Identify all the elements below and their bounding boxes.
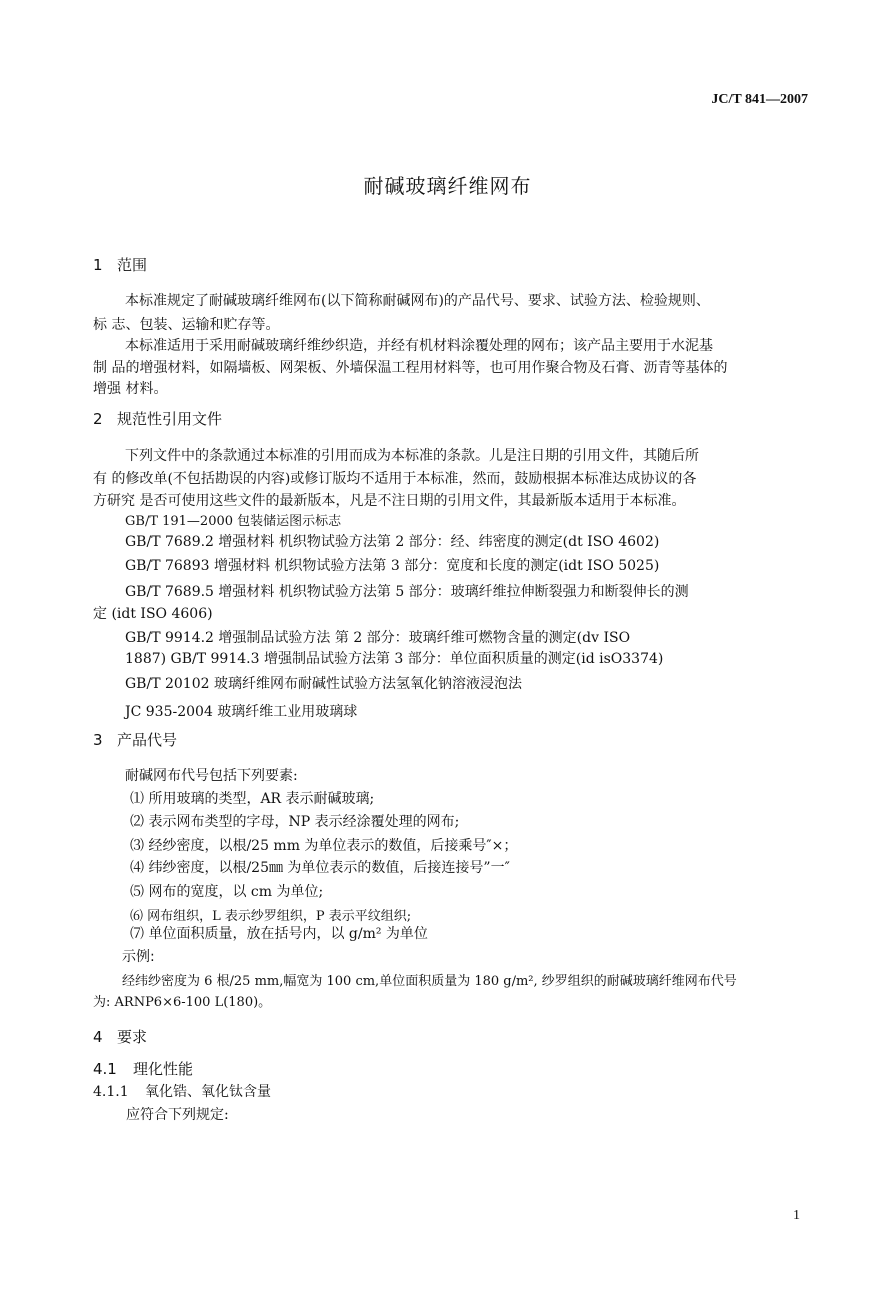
list-item: ⑶ 经纱密度，以根/25 mm 为单位表示的数值，后接乘号″×； xyxy=(130,838,518,854)
list-item: ⑸ 网布的宽度，以 cm 为单位; xyxy=(130,884,324,900)
section-3-heading xyxy=(93,729,177,750)
section-title: 要求 xyxy=(117,1028,148,1046)
subsubsection-number: 4.1.1 xyxy=(93,1084,129,1100)
list-item: ⑴ 所用玻璃的类型，AR 表示耐碱玻璃; xyxy=(130,791,375,807)
subsection-heading xyxy=(93,1058,193,1079)
section-4-heading xyxy=(93,1026,147,1047)
section-number: 3 xyxy=(93,731,103,749)
example-text: 经纬纱密度为 6 根/25 mm,幅宽为 100 cm,单位面积质量为 180 g/m², 纱罗组织的耐碱玻璃纤维网布代号 xyxy=(122,974,737,989)
paragraph-line: 标 志、包装、运输和贮存等。 xyxy=(93,317,280,333)
reference-item: GB/T 191—2000 包装储运图示标志 xyxy=(125,514,342,529)
paragraph-line: 耐碱网布代号包括下列要素: xyxy=(125,768,298,784)
paragraph-line: 本标准适用于采用耐碱玻璃纤维纱织造，并经有机材料涂覆处理的网布；该产品主要用于水泥基 xyxy=(125,338,713,354)
paragraph-line: 方研究 是否可使用这些文件的最新版本，凡是不注日期的引用文件，其最新版本适用于本标准。 xyxy=(93,493,686,509)
section-2-heading xyxy=(93,408,222,429)
reference-item: 1887) GB/T 9914.3 增强制品试验方法第 3 部分：单位面积质量的测定(id isO3374) xyxy=(125,651,664,667)
subsubsection-title: 氧化锆、氧化钛含量 xyxy=(145,1084,271,1100)
example-text: 为: ARNP6×6-100 L(180)。 xyxy=(93,995,272,1010)
reference-item: JC 935-2004 玻璃纤维工业用玻璃球 xyxy=(125,704,358,720)
document-title: 耐碱玻璃纤维网布 xyxy=(363,174,532,198)
section-number: 1 xyxy=(93,256,103,274)
section-number: 4 xyxy=(93,1028,103,1046)
reference-item: GB/T 76893 增强材料 机织物试验方法第 3 部分：宽度和长度的测定(idt ISO 5025) xyxy=(125,558,660,574)
section-1-heading xyxy=(93,254,147,275)
example-label: 示例: xyxy=(122,949,155,965)
list-item: ⑹ 网布组织，L 表示纱罗组织，P 表示平纹组织; xyxy=(130,909,412,924)
paragraph-line: 本标准规定了耐碱玻璃纤维网布(以下简称耐碱网布)的产品代号、要求、试验方法、检验规则、 xyxy=(125,293,710,309)
subsubsection-heading xyxy=(93,1081,271,1101)
subsection-number: 4.1 xyxy=(93,1060,117,1078)
paragraph-line: 有 的修改单(不包括勘误的内容)或修订版均不适用于本标准，然而，鼓励根据本标准达成协议的各 xyxy=(93,471,697,487)
paragraph-line: 制 品的增强材料，如隔墙板、网架板、外墙保温工程用材料等，也可用作聚合物及石膏、沥青等基体的 xyxy=(93,360,728,376)
list-item: ⑷ 纬纱密度，以根/25㎜ 为单位表示的数值，后接连接号”一″ xyxy=(130,860,510,876)
reference-item: GB/T 9914.2 增强制品试验方法 第 2 部分：玻璃纤维可燃物含量的测定(dv ISO xyxy=(125,630,631,646)
section-title: 范围 xyxy=(117,256,148,274)
reference-item: GB/T 7689.5 增强材料 机织物试验方法第 5 部分：玻璃纤维拉伸断裂强力和断裂伸长的测 xyxy=(125,584,689,600)
reference-item: GB/T 20102 玻璃纤维网布耐碱性试验方法氢氧化钠溶液浸泡法 xyxy=(125,676,522,692)
paragraph-line: 应符合下列规定: xyxy=(126,1107,229,1123)
subsection-title: 理化性能 xyxy=(133,1060,194,1078)
paragraph-line: 下列文件中的条款通过本标准的引用而成为本标准的条款。儿是注日期的引用文件，其随后所 xyxy=(125,448,699,464)
section-title: 产品代号 xyxy=(117,731,178,749)
section-number: 2 xyxy=(93,410,103,428)
list-item: ⑺ 单位面积质量，放在括号内，以 g/m² 为单位 xyxy=(130,926,428,942)
reference-item: 定 (idt ISO 4606) xyxy=(93,606,213,622)
list-item: ⑵ 表示网布类型的字母，NP 表示经涂覆处理的网布; xyxy=(130,814,460,830)
paragraph-line: 增强 材料。 xyxy=(93,381,168,397)
section-title: 规范性引用文件 xyxy=(117,410,223,428)
page-number: 1 xyxy=(793,1208,800,1223)
reference-item: GB/T 7689.2 增强材料 机织物试验方法第 2 部分：经、纬密度的测定(dt ISO 4602) xyxy=(125,534,660,550)
standard-code: JC/T 841—2007 xyxy=(711,92,808,107)
